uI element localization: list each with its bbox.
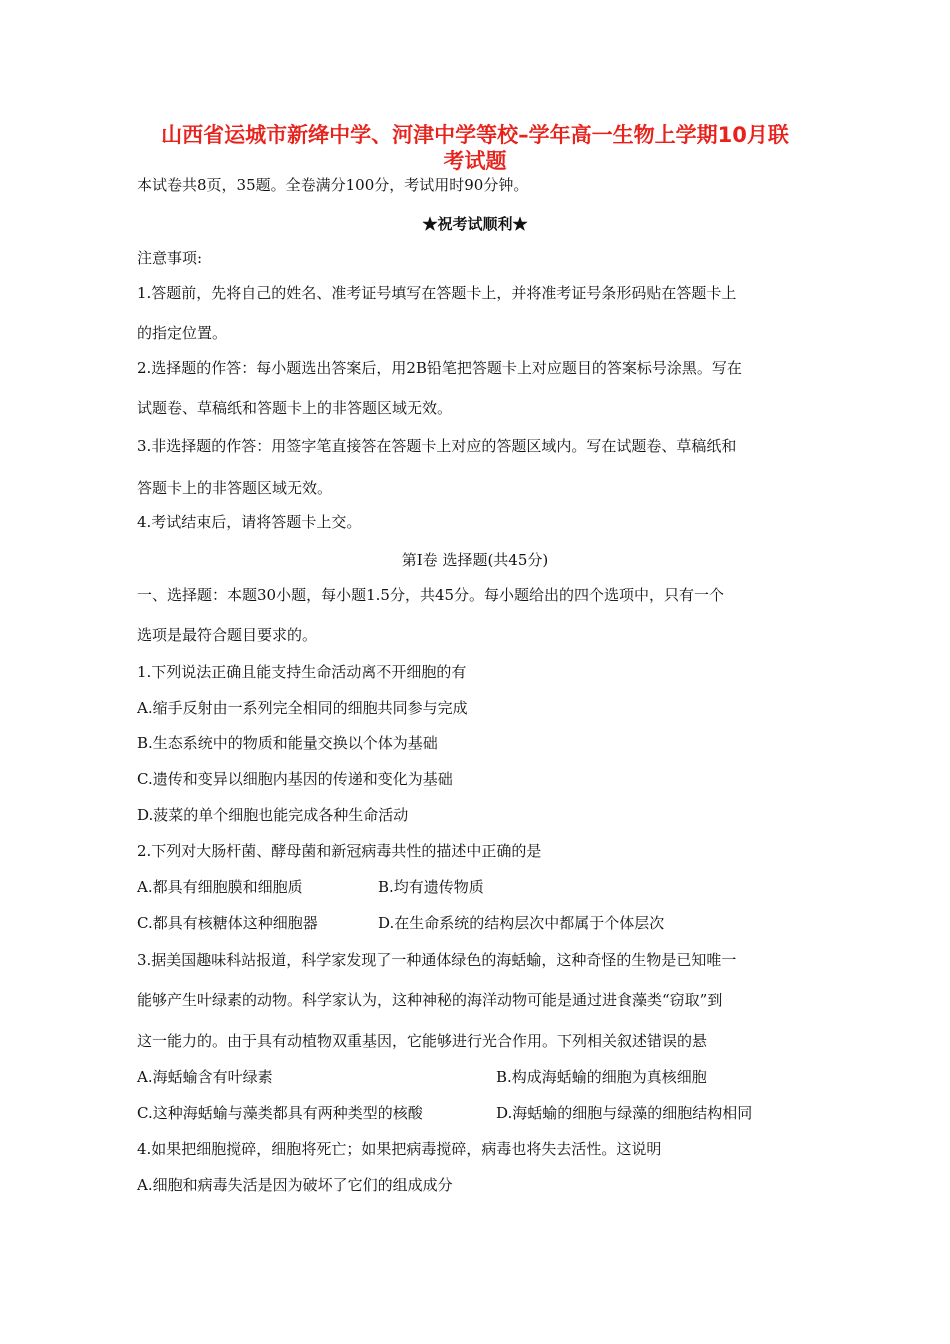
exam-intro: 本试卷共8页，35题。全卷满分100分，考试用时90分钟。 [137,176,529,194]
question-3-stem-b: 能够产生叶绿素的动物。科学家认为，这种神秘的海洋动物可能是通过进食藻类“窃取”到 [137,991,723,1009]
question-4-option-a: A.细胞和病毒失活是因为破坏了它们的组成成分 [137,1176,453,1194]
question-3-option-b: B.构成海蛞蝓的细胞为真核细胞 [496,1068,707,1086]
notice-item-3a: 3.非选择题的作答：用签字笔直接答在答题卡上对应的答题区域内。写在试题卷、草稿纸和 [137,437,737,455]
question-2-option-d: D.在生命系统的结构层次中都属于个体层次 [378,914,665,932]
exam-title [120,122,830,174]
question-1-option-c: C.遗传和变异以细胞内基因的传递和变化为基础 [137,770,453,788]
notice-item-2b: 试题卷、草稿纸和答题卡上的非答题区域无效。 [137,399,453,417]
question-3-option-a: A.海蛞蝓含有叶绿素 [137,1068,273,1086]
question-3-option-c: C.这种海蛞蝓与藻类都具有两种类型的核酸 [137,1104,423,1122]
part-intro-a: 一、选择题：本题30小题，每小题1.5分，共45分。每小题给出的四个选项中，只有一个 [137,586,725,604]
title-line-2: 考试题 [443,149,507,173]
question-2-option-c: C.都具有核糖体这种细胞器 [137,914,318,932]
question-2-option-a: A.都具有细胞膜和细胞质 [137,878,303,896]
question-1-option-d: D.菠菜的单个细胞也能完成各种生命活动 [137,806,409,824]
notice-item-4: 4.考试结束后，请将答题卡上交。 [137,513,362,531]
title-line-1: 山西省运城市新绛中学、河津中学等校–学年高一生物上学期10月联 [161,123,789,147]
question-3-stem-a: 3.据美国趣味科站报道，科学家发现了一种通体绿色的海蛞蝓，这种奇怪的生物是已知唯一 [137,951,737,969]
part-intro-b: 选项是最符合题目要求的。 [137,626,318,644]
notice-item-3b: 答题卡上的非答题区域无效。 [137,479,333,497]
question-3-stem-c: 这一能力的。由于具有动植物双重基因，它能够进行光合作用。下列相关叙述错误的悬 [137,1032,708,1050]
section-title: 第Ⅰ卷 选择题(共45分) [401,551,549,569]
question-4-stem: 4.如果把细胞搅碎，细胞将死亡；如果把病毒搅碎，病毒也将失去活性。这说明 [137,1140,662,1158]
question-1-stem: 1.下列说法正确且能支持生命活动离不开细胞的有 [137,663,467,681]
notice-item-1a: 1.答题前，先将自己的姓名、准考证号填写在答题卡上，并将准考证号条形码贴在答题卡上 [137,284,737,302]
notice-heading: 注意事项: [137,249,203,267]
question-3-option-d: D.海蛞蝓的细胞与绿藻的细胞结构相同 [496,1104,753,1122]
question-2-stem: 2.下列对大肠杆菌、酵母菌和新冠病毒共性的描述中正确的是 [137,842,542,860]
question-1-option-b: B.生态系统中的物质和能量交换以个体为基础 [137,734,438,752]
notice-item-2a: 2.选择题的作答：每小题选出答案后，用2B铅笔把答题卡上对应题目的答案标号涂黑。写在 [137,359,742,377]
notice-item-1b: 的指定位置。 [137,324,228,342]
blessing: ★祝考试顺利★ [422,215,528,233]
question-1-option-a: A.缩手反射由一系列完全相同的细胞共同参与完成 [137,699,468,717]
question-2-option-b: B.均有遗传物质 [378,878,484,896]
